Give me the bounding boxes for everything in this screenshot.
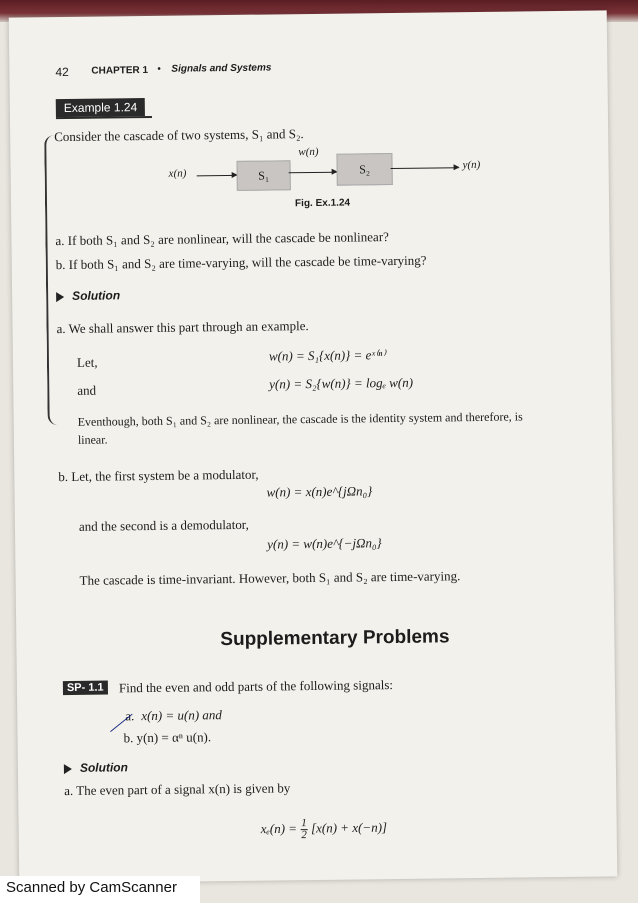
page-number: 42 [55, 64, 69, 80]
scanned-page [9, 10, 618, 883]
sp-solution-heading-label: Solution [79, 760, 128, 775]
input-arrow [197, 175, 237, 176]
output-label: y(n) [462, 158, 481, 172]
solution-b-intro: b. Let, the first system be a modulator, [58, 466, 259, 485]
example-badge: Example 1.24 [56, 98, 146, 117]
equation-w: w(n) = S₁{x(n)} = eˣ⁽ⁿ⁾ [268, 347, 386, 364]
equation-demodulator: y(n) = w(n)e^{−jΩn₀} [267, 535, 382, 552]
even-part-lhs: xₑ(n) = [260, 820, 298, 837]
handwritten-brace [44, 135, 60, 425]
sp-item-a-label: a. [125, 708, 135, 724]
question-a: a. If both S₁ and S₂ are nonlinear, will the cascade be nonlinear? [55, 229, 389, 249]
system-s1-label: S₁ [258, 168, 270, 183]
solution-a-intro: a. We shall answer this part through an example. [56, 318, 309, 337]
demodulator-text: and the second is a demodulator, [78, 516, 249, 534]
fraction-numerator: 1 [301, 817, 307, 830]
sp-solution-a: a. The even part of a signal x(n) is given by [64, 780, 291, 799]
triangle-bullet-icon [56, 292, 64, 302]
section-title: Signals and Systems [171, 62, 272, 75]
fraction-half [300, 818, 308, 841]
example-intro: Consider the cascade of two systems, S₁ and S₂. [54, 126, 304, 145]
system-s2-label: S₂ [359, 162, 371, 177]
mid-arrow [289, 172, 337, 174]
sp-badge: SP- 1.1 [63, 681, 108, 696]
mid-signal-label: w(n) [298, 145, 319, 159]
chapter-label: CHAPTER 1 [91, 64, 149, 77]
solution-heading-label: Solution [72, 288, 121, 303]
equation-modulator: w(n) = x(n)e^{jΩn₀} [266, 483, 373, 500]
input-label: x(n) [168, 167, 187, 180]
sp-item-b: b. y(n) = αⁿ u(n). [123, 729, 212, 746]
scanner-watermark [0, 876, 200, 903]
example-rule [56, 116, 152, 119]
system-box-s1 [236, 160, 290, 191]
supplementary-heading: Supplementary Problems [220, 626, 450, 651]
and-label: and [77, 382, 97, 398]
solution-a-conclusion: Eventhough, both S₁ and S₂ are nonlinear, the cascade is the identity system and therefore, is [77, 409, 523, 429]
sp-solution-heading [64, 760, 128, 775]
question-b: b. If both S₁ and S₂ are time-varying, will the cascade be time-varying? [55, 252, 427, 273]
triangle-bullet-icon [64, 764, 72, 774]
equation-even-part [261, 817, 388, 842]
solution-b-conclusion: The cascade is time-invariant. However, both S₁ and S₂ are time-varying. [79, 568, 461, 588]
even-part-rhs: [x(n) + x(−n)] [310, 819, 388, 836]
sp-item-a: x(n) = u(n) and [141, 707, 222, 724]
system-box-s2 [336, 153, 392, 186]
equation-y: y(n) = S₂{w(n)} = logₑ w(n) [269, 374, 414, 392]
fraction-denominator: 2 [301, 829, 307, 842]
header-bullet: • [157, 63, 161, 75]
figure-caption: Fig. Ex.1.24 [294, 197, 351, 210]
output-arrow [391, 167, 459, 169]
let-label: Let, [76, 354, 98, 370]
solution-a-conclusion-2: linear. [77, 432, 108, 447]
sp-prompt: Find the even and odd parts of the following signals: [118, 677, 394, 696]
watermark-text: Scanned by CamScanner [6, 879, 177, 896]
solution-heading [56, 288, 120, 303]
